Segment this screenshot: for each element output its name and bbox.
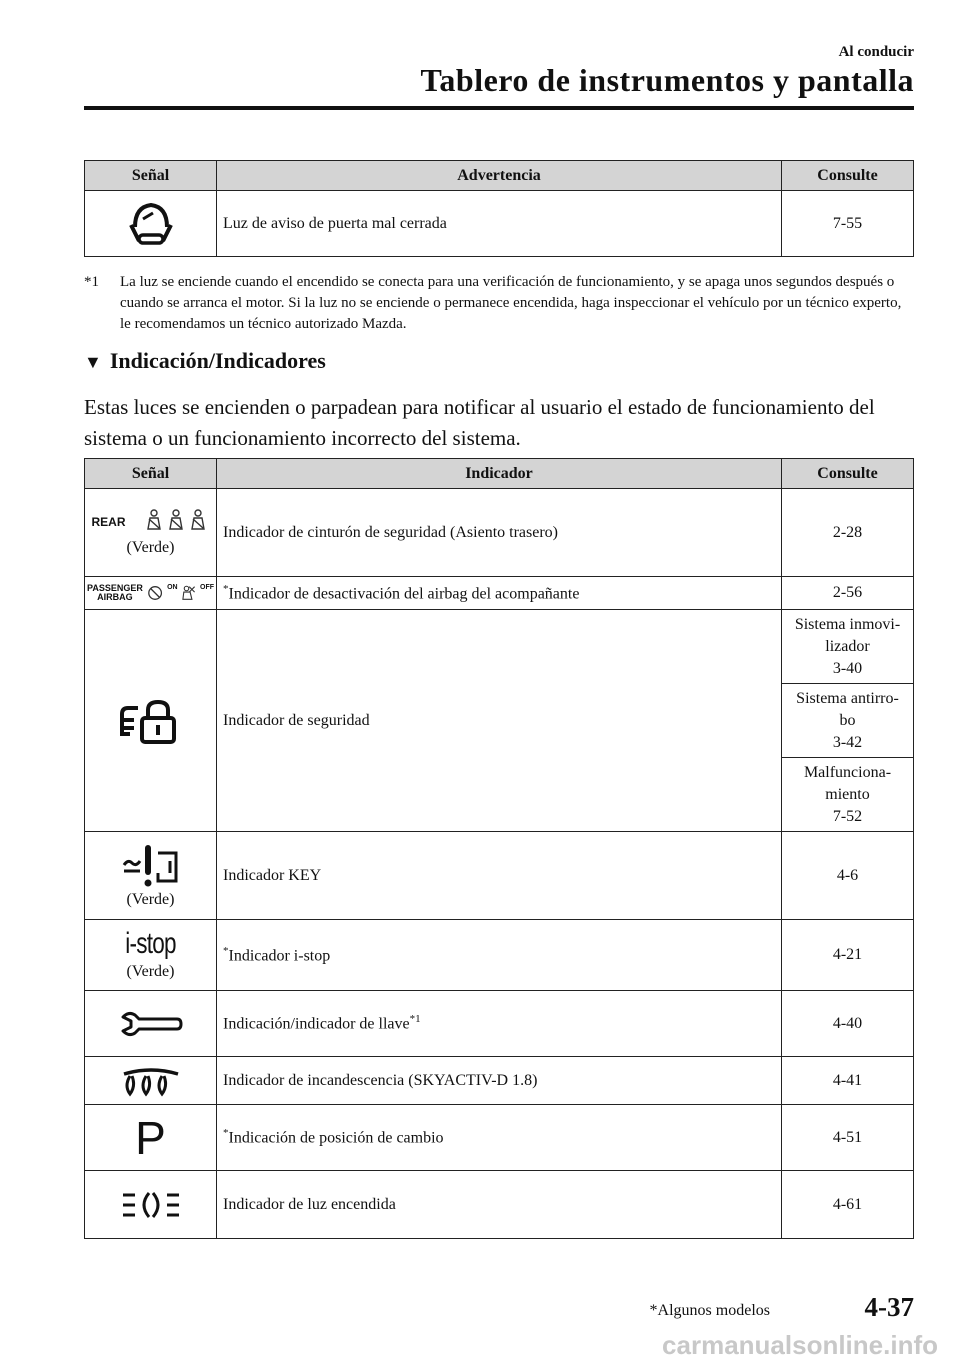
off-label: OFF: [200, 584, 214, 591]
indicator-ref: 4-21: [782, 920, 914, 991]
table-header-row: [85, 161, 914, 191]
passenger-label: PASSENGER: [87, 583, 143, 593]
glow-plug-icon: [120, 1064, 182, 1098]
indicator-ref: Sistema antirro- bo 3-42: [782, 684, 914, 758]
section-paragraph: Estas luces se encienden o parpadean para notificar al usuario el estado de funcionamiento del sistema o un funcionamiento incorrecto del sistema.: [84, 395, 875, 450]
indicator-text: Indicador KEY: [217, 832, 782, 920]
indicator-ref: 4-41: [782, 1057, 914, 1105]
signal-cell: [85, 832, 217, 920]
park-position-icon: P: [135, 1111, 166, 1164]
asterisk-mark: *: [223, 582, 229, 595]
signal-cell: [85, 1105, 217, 1171]
indicator-ref: 4-61: [782, 1171, 914, 1239]
table-row: [85, 610, 914, 684]
airbag-on-icon: [147, 584, 163, 602]
triangle-bullet-icon: ▼: [84, 352, 102, 372]
istop-icon: i-stop: [125, 927, 176, 960]
signal-cell: [85, 1057, 217, 1105]
page-number: 4-37: [864, 1292, 914, 1322]
signal-cell: [85, 191, 217, 257]
asterisk-mark: *: [223, 1127, 229, 1140]
indicator-text: Indicación de posición de cambio: [228, 1129, 444, 1147]
indicator-text: Indicador de luz encendida: [217, 1171, 782, 1239]
indicator-ref: 2-56: [782, 577, 914, 610]
header-signal: Señal: [85, 459, 217, 489]
indicator-table: [84, 458, 914, 1239]
section-kicker: Al conducir: [838, 44, 914, 60]
indicator-text: Indicador de incandescencia (SKYACTIV-D 1.8): [217, 1057, 782, 1105]
asterisk-mark: *: [223, 944, 229, 957]
table-row: [85, 577, 914, 610]
table-row: [85, 1105, 914, 1171]
color-note: (Verde): [126, 538, 175, 556]
color-note: (Verde): [126, 890, 175, 908]
indicator-text: Indicador i-stop: [228, 947, 331, 965]
table-row: [85, 920, 914, 991]
indicator-text: Indicador de seguridad: [217, 610, 782, 832]
signal-cell: [85, 610, 217, 832]
header-advertencia: Advertencia: [217, 161, 782, 191]
indicator-ref: Malfunciona- miento 7-52: [782, 758, 914, 832]
table-row: [85, 1057, 914, 1105]
table-row: [85, 991, 914, 1057]
header-indicador: Indicador: [217, 459, 782, 489]
indicator-cell: [217, 577, 782, 610]
page-title: Tablero de instrumentos y pantalla: [420, 62, 914, 98]
table-row: [85, 489, 914, 577]
indicator-text: Indicador de cinturón de seguridad (Asiento trasero): [217, 489, 782, 577]
header-signal: Señal: [85, 161, 217, 191]
signal-cell: [85, 920, 217, 991]
wrench-icon: [119, 1009, 183, 1039]
header-consulte: Consulte: [782, 161, 914, 191]
indicator-text: Indicación/indicador de llave: [223, 1015, 410, 1033]
security-lock-icon: [118, 698, 184, 744]
signal-cell: [85, 1171, 217, 1239]
door-ajar-warning-icon: [125, 201, 177, 247]
rear-seatbelt-icon: [144, 509, 210, 535]
color-note: (Verde): [126, 963, 175, 980]
indicator-ref: 2-28: [782, 489, 914, 577]
airbag-off-icon: [182, 584, 196, 602]
footnote: [84, 272, 914, 335]
indicator-ref: Sistema inmovi- lizador 3-40: [782, 610, 914, 684]
title-rule: [84, 106, 914, 110]
indicator-cell: [217, 1105, 782, 1171]
table-row: [85, 191, 914, 257]
airbag-label: AIRBAG: [97, 592, 133, 602]
indicator-ref: 4-40: [782, 991, 914, 1057]
light-on-icon: [119, 1187, 183, 1223]
signal-cell: [85, 577, 217, 610]
warning-ref: 7-55: [782, 191, 914, 257]
section-heading: [84, 348, 326, 374]
signal-cell: [85, 489, 217, 577]
table-row: [85, 1171, 914, 1239]
key-warning-icon: [120, 843, 182, 887]
footnote-ref: *1: [409, 1013, 421, 1026]
footer-note: *Algunos modelos: [649, 1302, 770, 1319]
rear-label: REAR: [91, 514, 126, 529]
footnote-text: La luz se enciende cuando el encendido se conecta para una verificación de funcionamiento, y se apaga unos segundos después o cuando se arranca el motor. Si la luz no se enciende o permanece encendida, haga inspeccionar el vehículo por un técnico experto, le recomendamos un técnico autorizado Mazda.: [120, 274, 902, 332]
indicator-cell: [217, 991, 782, 1057]
footnote-mark: *1: [84, 274, 99, 290]
indicator-text: Indicador de desactivación del airbag del acompañante: [228, 585, 580, 603]
watermark: carmanualsonline.info: [662, 1330, 938, 1360]
signal-cell: [85, 991, 217, 1057]
indicator-cell: [217, 920, 782, 991]
on-label: ON: [167, 584, 178, 591]
warning-text: Luz de aviso de puerta mal cerrada: [217, 191, 782, 257]
table-row: [85, 832, 914, 920]
table-header-row: [85, 459, 914, 489]
warning-table: [84, 160, 914, 257]
section-heading-text: Indicación/Indicadores: [109, 348, 326, 373]
header-consulte: Consulte: [782, 459, 914, 489]
indicator-ref: 4-6: [782, 832, 914, 920]
indicator-ref: 4-51: [782, 1105, 914, 1171]
